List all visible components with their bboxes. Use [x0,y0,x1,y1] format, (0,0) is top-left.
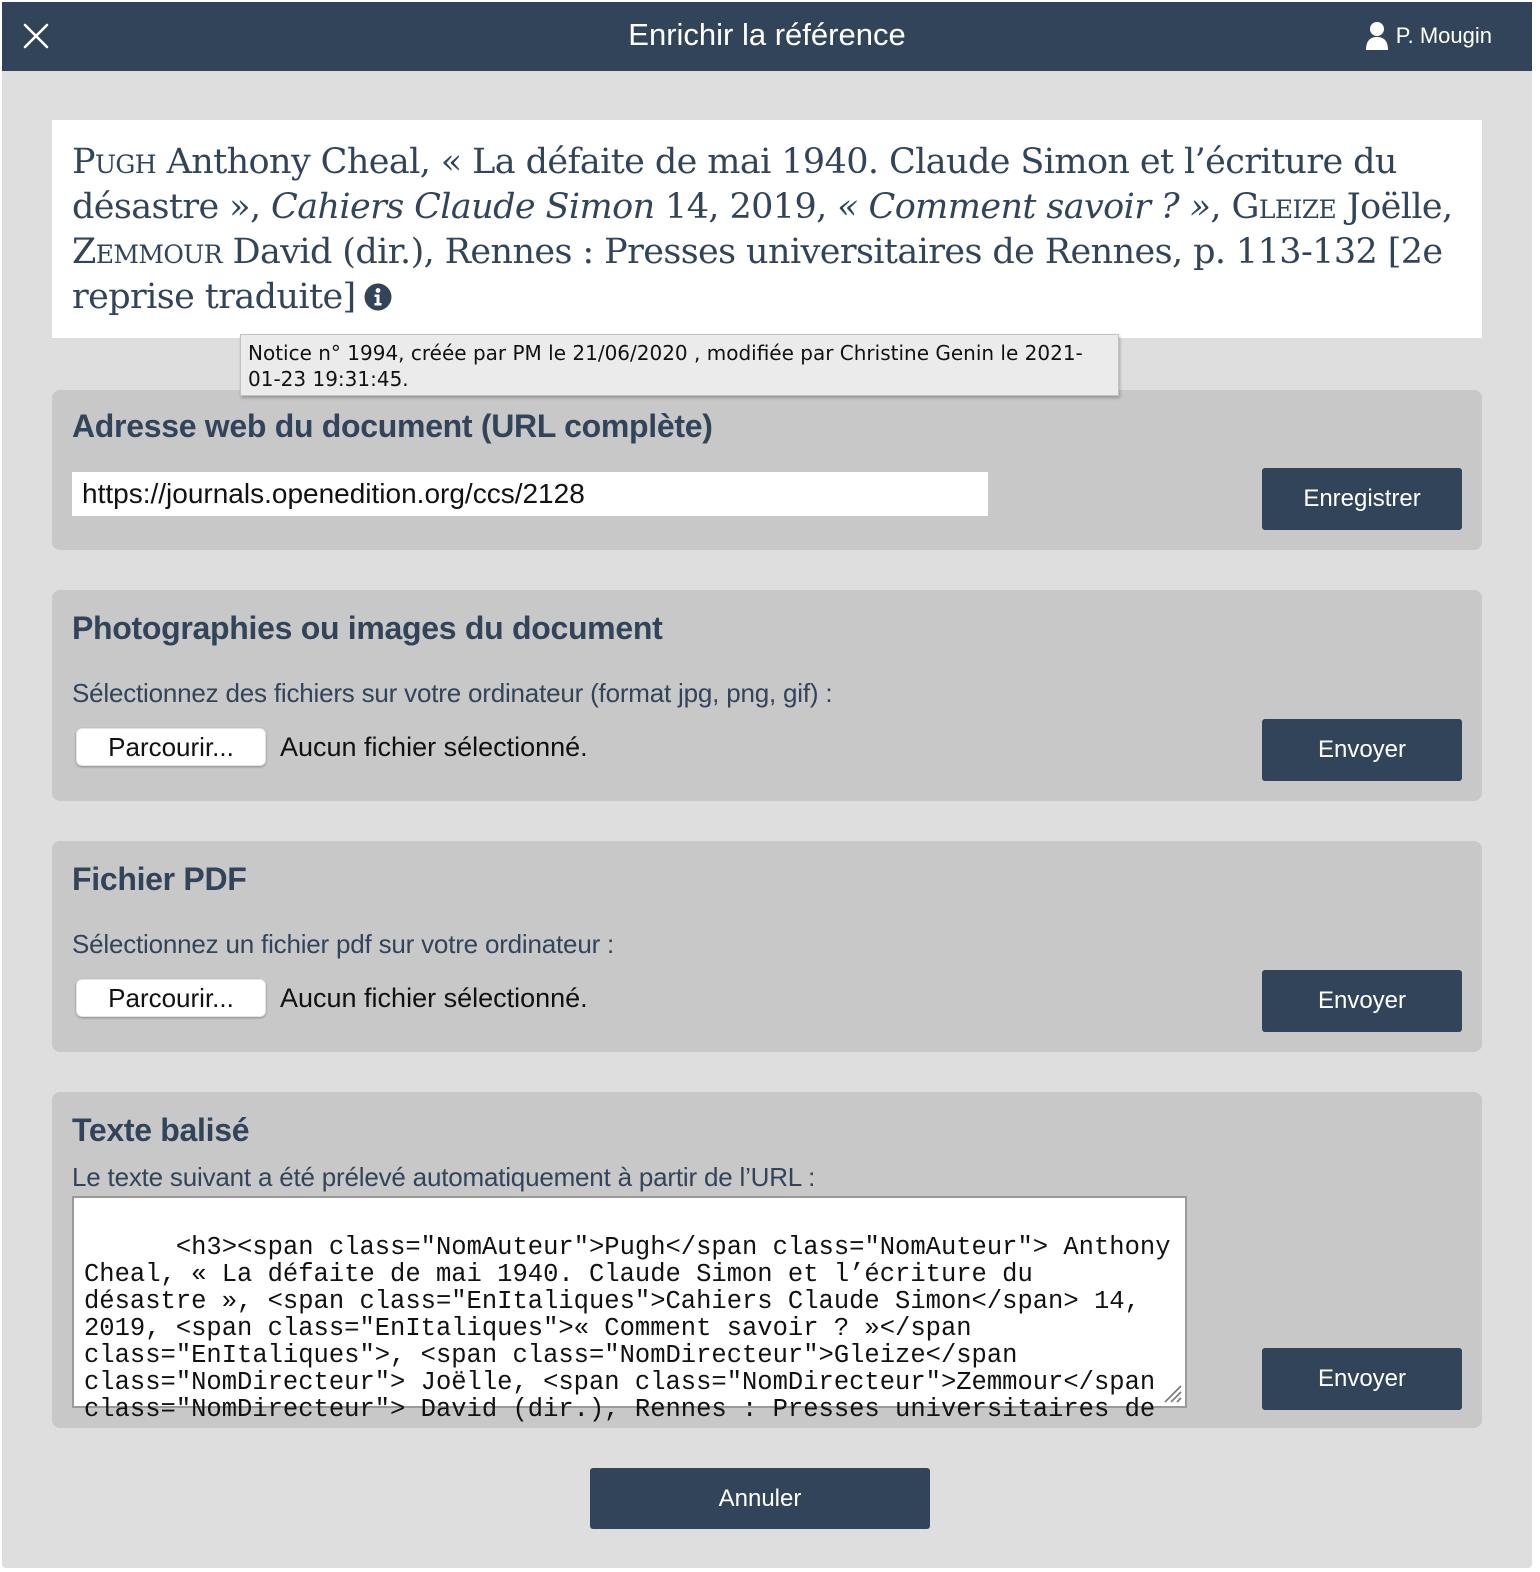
images-hint: Sélectionnez des fichiers sur votre ordinateur (format jpg, png, gif) : [72,678,833,708]
reference-citation [52,120,1482,338]
markup-panel [52,1092,1482,1428]
dialog-title: Enrichir la référence [628,17,906,52]
pdf-heading: Fichier PDF [72,861,247,897]
editor2-surname: Zemmour [72,232,222,272]
user-icon [1366,21,1388,51]
info-icon[interactable] [364,278,392,323]
images-panel [52,590,1482,801]
markup-hint: Le texte suivant a été prélevé automatiquement à partir de l’URL : [72,1162,816,1192]
editor1-surname: Gleize [1231,187,1337,227]
resize-grip-icon[interactable] [1159,1380,1183,1404]
url-input[interactable]: https://journals.openedition.org/ccs/2128 [72,472,988,516]
issue-number: 14, 2019, [654,187,838,227]
user-menu[interactable] [1366,14,1492,58]
pdf-no-file-label: Aucun fichier sélectionné. [280,982,588,1013]
url-heading: Adresse web du document (URL complète) [72,408,713,444]
save-button[interactable]: Enregistrer [1262,468,1462,530]
enrich-reference-dialog [2,2,1532,1568]
editor1-given: Joëlle, [1336,187,1453,227]
notice-tooltip: Notice n° 1994, créée par PM le 21/06/2020 , modifiée par Christine Genin le 2021-01-23 19:31:45. [240,334,1119,396]
images-no-file-label: Aucun fichier sélectionné. [280,731,588,762]
pdf-hint: Sélectionnez un fichier pdf sur votre ordinateur : [72,929,615,959]
images-file-picker [76,728,588,766]
images-browse-button[interactable]: Parcourir... [76,728,266,766]
markup-heading: Texte balisé [72,1112,250,1148]
url-panel [52,390,1482,550]
cancel-button[interactable]: Annuler [590,1468,930,1529]
pdf-send-button[interactable]: Envoyer [1262,970,1462,1032]
pdf-browse-button[interactable]: Parcourir... [76,979,266,1017]
pdf-panel [52,841,1482,1052]
images-send-button[interactable]: Envoyer [1262,719,1462,781]
title-bar [2,2,1532,71]
markup-send-button[interactable]: Envoyer [1262,1348,1462,1410]
markup-text: <h3><span class="NomAuteur">Pugh</span class="NomAuteur"> Anthony Cheal, « La défaite de mai 1940. Claude Simon et l’écriture du désastre », <span class="EnItaliques">Cahiers Claude Simon</span> 14, 2019, <span class="EnItaliques">« Comment savoir ? »</span class="EnItaliques">, <span class="NomDirecteur">Gleize</span class="NomDirecteur"> Joëlle, <span class="NomDirecteur">Zemmour</span class="NomDirecteur"> David (dir.), Rennes : Presses universitaires de [84,1233,1171,1424]
images-heading: Photographies ou images du document [72,610,663,646]
separator: , [1210,187,1232,227]
editor2-rest: David (dir.), Rennes : Presses universitaires de Rennes, p. 113-132 [2e reprise traduite] [72,232,1443,317]
author-surname: Pugh [72,142,156,182]
pdf-file-picker [76,979,588,1017]
user-name: P. Mougin [1395,23,1492,48]
markup-textarea[interactable] [72,1196,1187,1424]
author-rest: Anthony Cheal, « La défaite de mai 1940. Claude Simon et l’écriture du désastre », [72,142,1397,227]
journal-title: Cahiers Claude Simon [271,187,655,227]
issue-title: « Comment savoir ? » [837,187,1211,227]
